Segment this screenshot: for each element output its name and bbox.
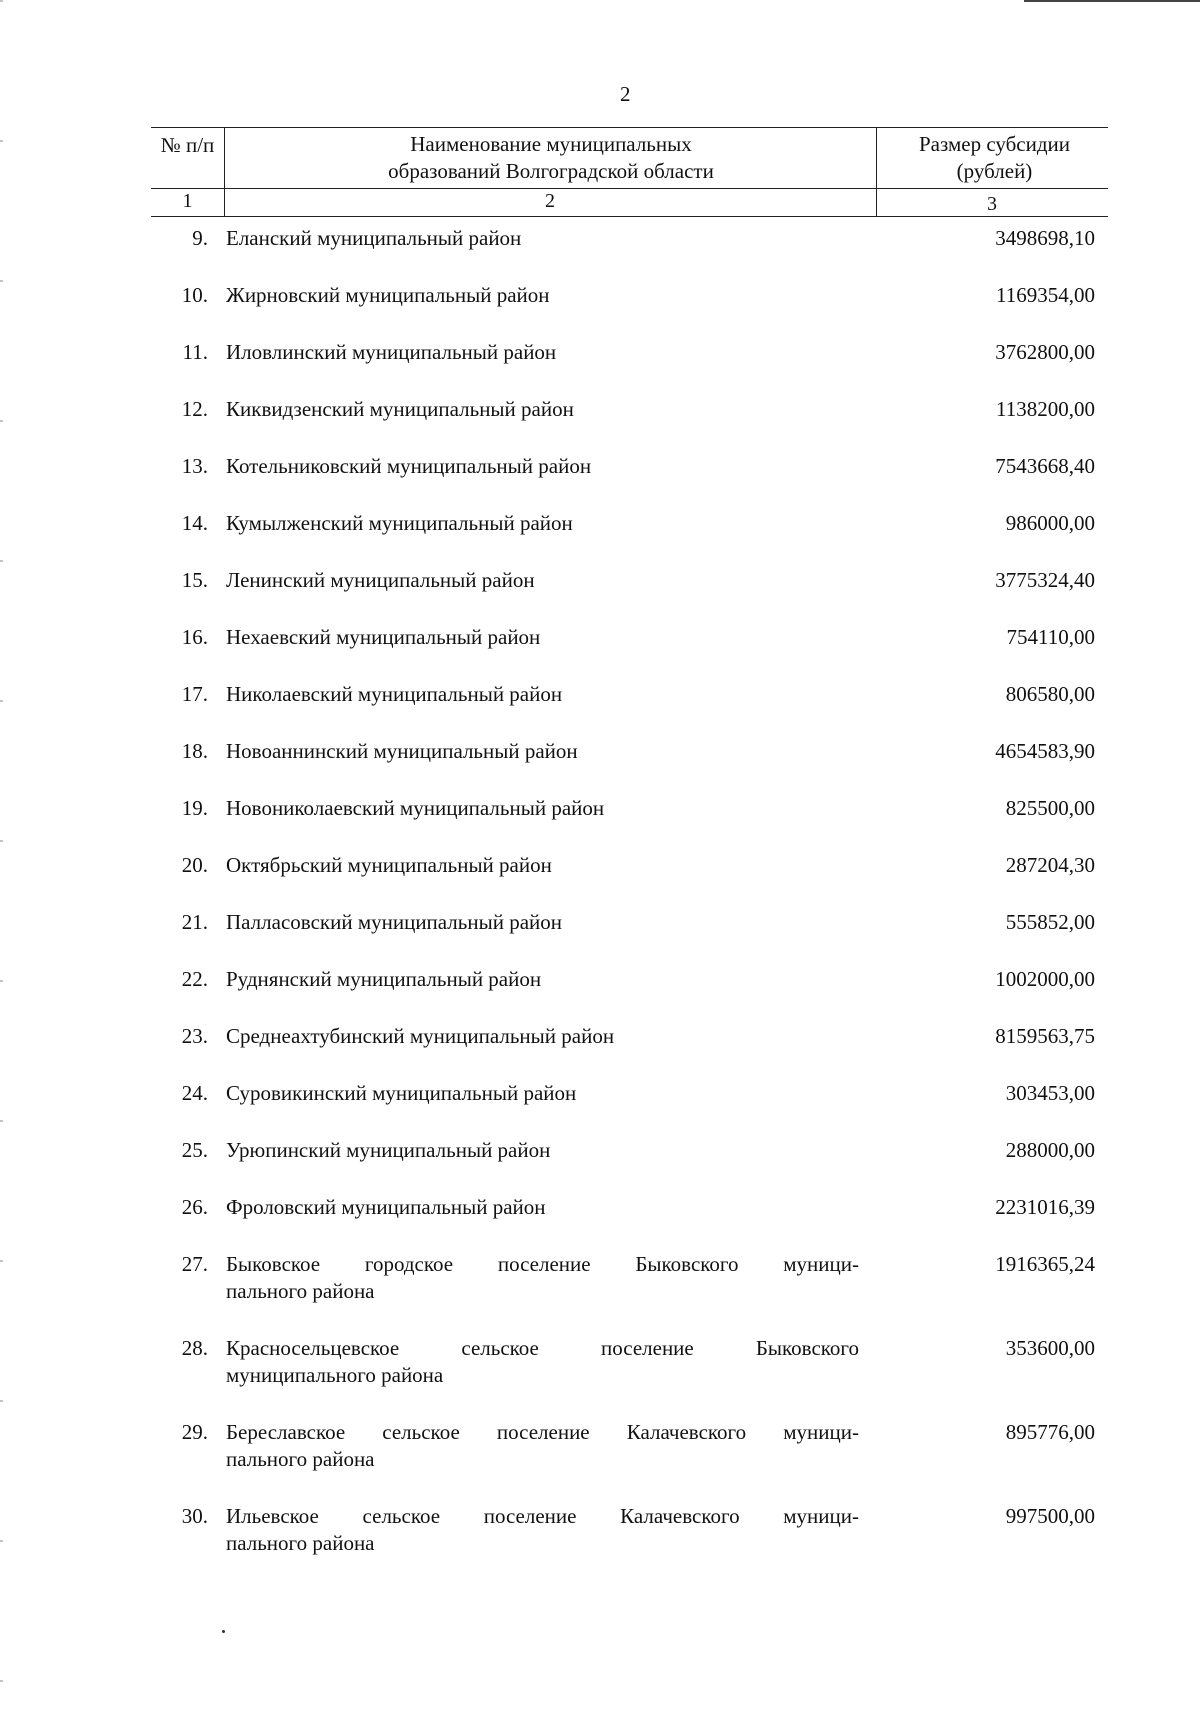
municipality-name — [226, 1503, 859, 1557]
subsidy-amount: 3775324,40 — [995, 568, 1095, 592]
row-number: 24. — [181, 1081, 208, 1105]
row-number: 30. — [181, 1504, 208, 1528]
municipality-name: Ленинский муниципальный район — [226, 568, 535, 592]
row-number: 28. — [181, 1336, 208, 1360]
row-number: 29. — [181, 1420, 208, 1444]
subsidy-amount: 3762800,00 — [995, 340, 1095, 364]
municipality-name: Руднянский муниципальный район — [226, 967, 542, 991]
row-number: 20. — [181, 853, 208, 877]
municipality-name: Киквидзенский муниципальный район — [226, 397, 574, 421]
municipality-name — [226, 1251, 859, 1305]
header-amount-line-1: Размер субсидии — [918, 132, 1071, 156]
row-number: 27. — [181, 1252, 208, 1276]
municipality-name: Николаевский муниципальный район — [226, 682, 563, 706]
municipality-name-line-2: пального района — [226, 1447, 375, 1471]
row-number: 21. — [181, 910, 208, 934]
row-number: 9. — [192, 226, 208, 250]
subsidy-amount: 1002000,00 — [995, 967, 1095, 991]
subsidy-amount: 288000,00 — [1005, 1138, 1095, 1162]
subsidy-amount: 3498698,10 — [995, 226, 1095, 250]
subsidy-amount: 1138200,00 — [996, 397, 1095, 421]
column-number-3: 3 — [987, 193, 997, 215]
row-number: 14. — [181, 511, 208, 535]
municipality-name-line-1: Быковское городское поселение Быковского муници- — [226, 1252, 859, 1276]
header-number-text: № п/п — [160, 133, 215, 157]
scan-dot — [222, 1630, 225, 1633]
column-number-1: 1 — [182, 190, 193, 212]
municipality-name: Котельниковский муниципальный район — [226, 454, 592, 478]
row-number: 17. — [181, 682, 208, 706]
municipality-name — [226, 1419, 859, 1473]
row-number: 10. — [181, 283, 208, 307]
subsidy-amount: 895776,00 — [1005, 1420, 1095, 1444]
municipality-name: Жирновский муниципальный район — [226, 283, 550, 307]
row-number: 11. — [182, 340, 208, 364]
municipality-name-line-1: Береславское сельское поселение Калачевского муници- — [226, 1420, 859, 1444]
municipality-name-line-1: Ильевское сельское поселение Калачевского муници- — [226, 1504, 859, 1528]
subsidy-amount: 2231016,39 — [995, 1195, 1095, 1219]
subsidy-amount: 7543668,40 — [995, 454, 1095, 478]
header-name-line-2: образований Волгоградской области — [388, 159, 714, 183]
municipality-name: Новониколаевский муниципальный район — [226, 796, 605, 820]
subsidy-amount: 754110,00 — [1006, 625, 1095, 649]
municipality-name: Новоаннинский муниципальный район — [226, 739, 578, 763]
row-number: 22. — [181, 967, 208, 991]
municipality-name: Нехаевский муниципальный район — [226, 625, 541, 649]
municipality-name-line-2: муниципального района — [226, 1363, 444, 1387]
municipality-name-line-2: пального района — [226, 1279, 375, 1303]
subsidy-amount: 555852,00 — [1005, 910, 1095, 934]
subsidy-amount: 287204,30 — [1005, 853, 1095, 877]
header-amount-line-2: (рублей) — [956, 159, 1033, 183]
row-number: 16. — [181, 625, 208, 649]
municipality-name: Фроловский муниципальный район — [226, 1195, 546, 1219]
row-number: 13. — [181, 454, 208, 478]
municipality-name: Еланский муниципальный район — [226, 226, 522, 250]
row-number: 12. — [181, 397, 208, 421]
subsidy-amount: 997500,00 — [1005, 1504, 1095, 1528]
municipality-name: Палласовский муниципальный район — [226, 910, 562, 934]
subsidy-amount: 806580,00 — [1005, 682, 1095, 706]
row-number: 19. — [181, 796, 208, 820]
subsidy-amount: 8159563,75 — [995, 1024, 1095, 1048]
municipality-name: Октябрьский муниципальный район — [226, 853, 552, 877]
row-number: 15. — [181, 568, 208, 592]
subsidy-amount: 4654583,90 — [995, 739, 1095, 763]
page-number: 2 — [620, 82, 631, 106]
subsidy-amount: 353600,00 — [1005, 1336, 1095, 1360]
subsidy-amount: 303453,00 — [1005, 1081, 1095, 1105]
row-number: 23. — [181, 1024, 208, 1048]
municipality-name-line-2: пального района — [226, 1531, 375, 1555]
row-number: 26. — [181, 1195, 208, 1219]
row-number: 25. — [181, 1138, 208, 1162]
municipality-name: Суровикинский муниципальный район — [226, 1081, 577, 1105]
municipality-name — [226, 1335, 859, 1389]
municipality-name: Иловлинский муниципальный район — [226, 340, 557, 364]
subsidy-amount: 1916365,24 — [995, 1252, 1095, 1276]
column-number-2: 2 — [545, 190, 555, 212]
municipality-name-line-1: Красносельцевское сельское поселение Быковского — [226, 1336, 859, 1360]
municipality-name: Урюпинский муниципальный район — [226, 1138, 551, 1162]
subsidy-amount: 1169354,00 — [996, 283, 1095, 307]
municipality-name: Среднеахтубинский муниципальный район — [226, 1024, 615, 1048]
subsidy-amount: 825500,00 — [1005, 796, 1095, 820]
subsidy-amount: 986000,00 — [1005, 511, 1095, 535]
row-number: 18. — [181, 739, 208, 763]
header-name-line-1: Наименование муниципальных — [410, 132, 692, 156]
municipality-name: Кумылженский муниципальный район — [226, 511, 573, 535]
